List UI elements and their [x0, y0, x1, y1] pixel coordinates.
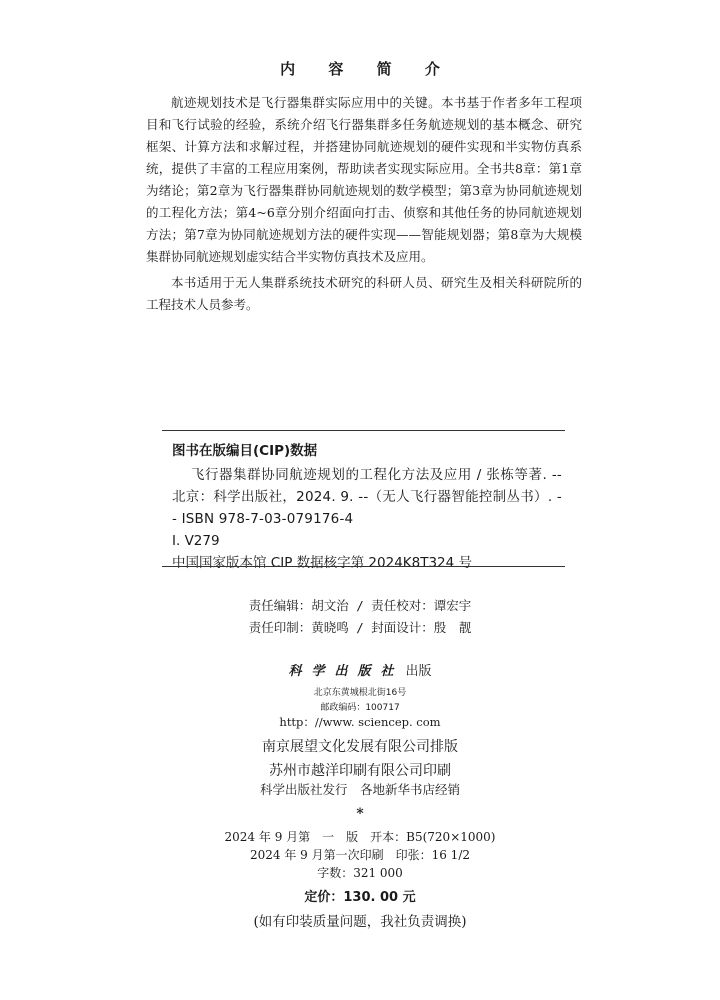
summary-paragraph: 本书适用于无人集群系统技术研究的科研人员、研究生及相关科研院所的工程技术人员参考。	[146, 275, 582, 312]
separator-star: *	[356, 806, 364, 822]
publisher-website: http：//www. sciencep. com	[279, 715, 441, 729]
summary-title: 内 容 简 介	[280, 60, 454, 78]
distribution-line: 科学出版社发行 各地新华书店经销	[259, 782, 460, 797]
edition-row: 2024 年 9 月第 一 版 开本：B5(720×1000)	[224, 830, 496, 844]
cip-top-rule	[162, 430, 565, 431]
editor-credits-line: 责任印制：黄晓鸣 / 封面设计：殷 靓	[248, 620, 472, 635]
cip-body: 飞行器集群协同航迹规划的工程化方法及应用 / 张栋等著. -- 北京：科学出版社，2024. 9. --（无人飞行器智能控制丛书）. -- ISBN 978-7-03-079176-4	[172, 467, 562, 527]
cip-block	[172, 440, 562, 574]
cip-classification: Ⅰ. V279	[172, 533, 220, 549]
edition-row: 2024 年 9 月第一次印刷 印张：16 1/2	[249, 848, 470, 862]
publisher-line	[0, 660, 720, 679]
cip-bottom-rule	[162, 566, 565, 567]
publisher-name: 科学出版社	[288, 664, 404, 679]
editor-credits-line: 责任编辑：胡文治 / 责任校对：谭宏宇	[248, 598, 472, 613]
summary-paragraph: 航迹规划技术是飞行器集群实际应用中的关键。本书基于作者多年工程项目和飞行试验的经验，系统介绍飞行器集群多任务航迹规划的基本概念、研究框架、计算方法和求解过程，并搭建协同航迹规划的硬件实现和半实物仿真系统，提供了丰富的工程应用案例，帮助读者实现实际应用。全书共8章：第1章为绪论；第2章为飞行器集群协同航迹规划的数学模型；第3章为协同航迹规划的工程化方法；第4~6章分别介绍面向打击、侦察和其他任务的协同航迹规划方法；第7章为协同航迹规划方法的硬件实现——智能规划器；第8章为大规模集群协同航迹规划虚实结合半实物仿真技术及应用。	[146, 95, 582, 264]
publisher-postcode: 邮政编码：100717	[320, 703, 400, 713]
price: 定价：130. 00 元	[304, 890, 416, 905]
summary-text	[146, 92, 582, 320]
cip-heading: 图书在版编目(CIP)数据	[172, 443, 318, 459]
editor-credits	[0, 595, 720, 639]
typesetter-line: 南京展望文化发展有限公司排版	[262, 739, 458, 755]
cip-record: 中国国家版本馆 CIP 数据核字第 2024K8T324 号	[172, 555, 473, 571]
edition-row: 字数：321 000	[317, 866, 403, 880]
printer-line: 苏州市越洋印刷有限公司印刷	[269, 763, 451, 779]
publisher-address: 北京东黄城根北街16号	[313, 688, 407, 698]
publisher-suffix: 出版	[405, 664, 432, 679]
quality-notice: (如有印装质量问题，我社负责调换)	[253, 914, 467, 930]
edition-info	[0, 828, 720, 882]
